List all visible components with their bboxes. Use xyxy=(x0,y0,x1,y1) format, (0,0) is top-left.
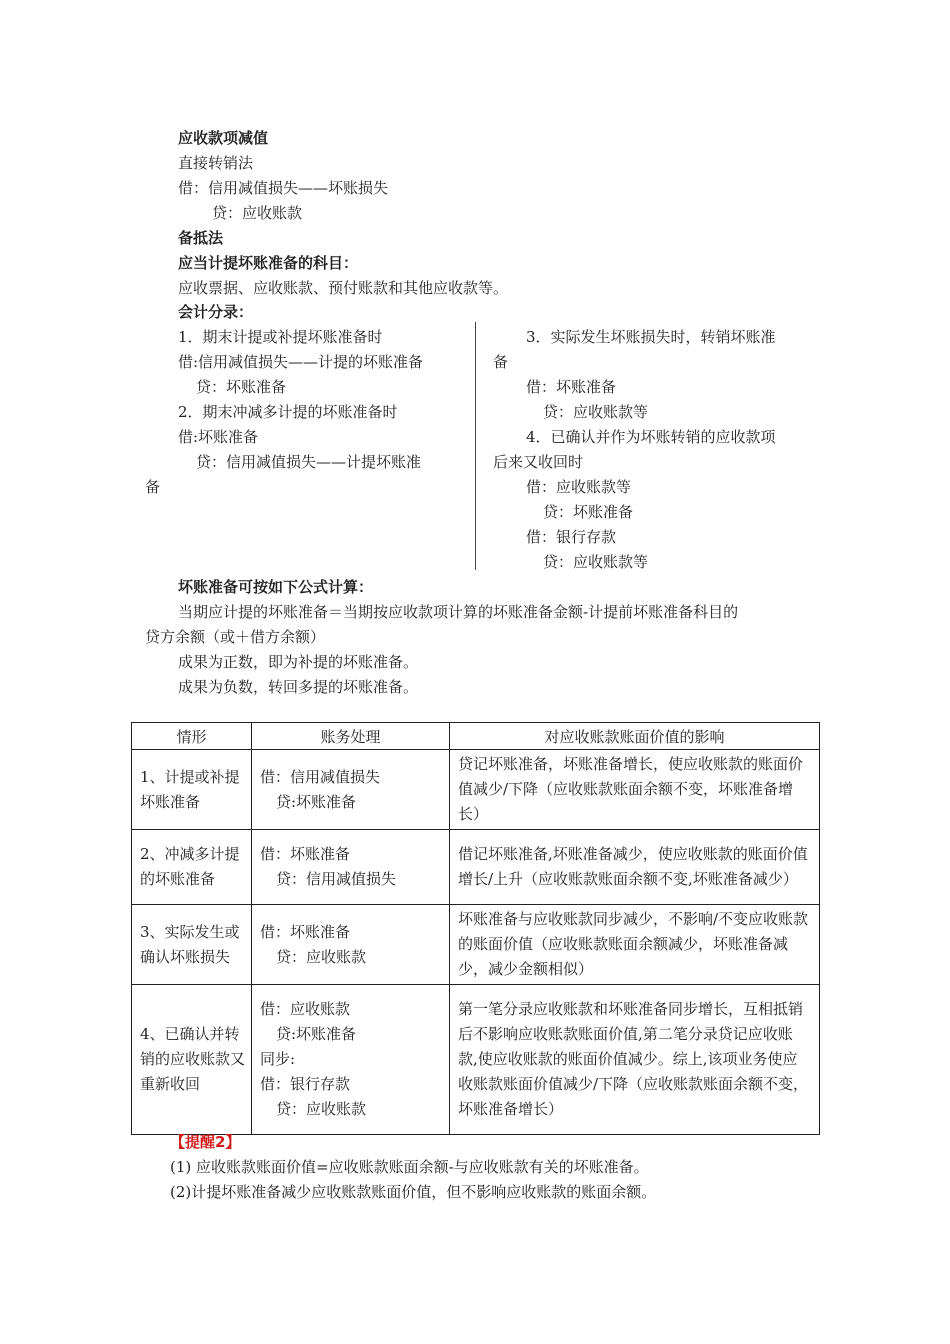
reminder-title: 【提醒2】 xyxy=(170,1133,241,1151)
right-entry-line: 后来又收回时 xyxy=(493,453,584,471)
impact-table xyxy=(131,722,820,1135)
formula-line: 成果为负数，转回多提的坏账准备。 xyxy=(178,678,419,696)
table-row xyxy=(132,750,820,830)
entry-line: 贷：信用减值损失 xyxy=(276,870,397,888)
entry-cell xyxy=(252,750,450,830)
entry-line: 借：应收账款 xyxy=(260,1000,351,1018)
right-entry-line: 贷：坏账准备 xyxy=(543,503,634,521)
effect-cell: 第一笔分录应收账款和坏账准备同步增长，互相抵销后不影响应收账款账面价值,第二笔分录贷记应收账款,使应收账款的账面价值减少。综上,该项业务使应收账款账面价值减少/下降（应收账款账面余额不变，坏账准备增长） xyxy=(450,985,820,1135)
left-entry-line: 2．期末冲减多计提的坏账准备时 xyxy=(178,403,398,421)
case-line: 坏账准备 xyxy=(140,792,201,811)
table-row xyxy=(132,830,820,905)
subjects-text: 应收票据、应收账款、预付账款和其他应收款等。 xyxy=(178,279,509,297)
case-cell xyxy=(132,830,252,905)
direct-credit-line: 贷：应收账款 xyxy=(212,204,303,222)
left-entry-line: 贷：坏账准备 xyxy=(196,378,287,396)
left-entry-line: 贷：信用减值损失——计提坏账准 xyxy=(196,453,422,471)
column-header: 情形 xyxy=(132,723,252,750)
entry-line: 贷:坏账准备 xyxy=(276,792,357,811)
right-entry-line: 4．已确认并作为坏账转销的应收款项 xyxy=(526,428,776,446)
right-entry-line: 借：银行存款 xyxy=(526,528,617,546)
entry-cell xyxy=(252,905,450,985)
effect-cell: 坏账准备与应收账款同步减少，不影响/不变应收账款的账面价值（应收账款账面余额减少，坏账准备减少，减少金额相似） xyxy=(450,905,820,985)
right-entry-line: 3．实际发生坏账损失时，转销坏账准 xyxy=(526,328,776,346)
case-line: 销的应收账款又 xyxy=(140,1050,246,1068)
entry-line: 贷：应收账款 xyxy=(276,1100,367,1118)
right-entry-line: 贷：应收账款等 xyxy=(543,553,649,571)
reminder-line: (2)计提坏账准备减少应收账款账面价值，但不影响应收账款的账面余额。 xyxy=(170,1183,657,1201)
subjects-heading: 应当计提坏账准备的科目： xyxy=(178,254,359,272)
reminder-line: (1) 应收账款账面价值=应收账款账面余额-与应收账款有关的坏账准备。 xyxy=(170,1158,649,1176)
entry-cell xyxy=(252,830,450,905)
left-entry-line: 借:坏账准备 xyxy=(178,428,259,446)
formula-heading: 坏账准备可按如下公式计算： xyxy=(178,578,374,596)
entry-line: 贷：应收账款 xyxy=(276,947,367,966)
entry-line: 借：信用减值损失 xyxy=(260,767,381,786)
case-line: 确认坏账损失 xyxy=(140,947,231,966)
case-cell xyxy=(132,750,252,830)
left-entry-line: 借:信用减值损失——计提的坏账准备 xyxy=(178,353,424,371)
formula-line: 当期应计提的坏账准备＝当期按应收款项计算的坏账准备金额-计提前坏账准备科目的 xyxy=(178,603,739,621)
formula-line: 成果为正数，即为补提的坏账准备。 xyxy=(178,653,419,671)
case-line: 的坏账准备 xyxy=(140,870,216,888)
method-allowance: 备抵法 xyxy=(178,229,224,247)
effect-cell: 贷记坏账准备，坏账准备增长，使应收账款的账面价值减少/下降（应收账款账面余额不变，坏账准备增长） xyxy=(450,750,820,830)
right-entry-line: 备 xyxy=(493,353,509,371)
effect-cell: 借记坏账准备,坏账准备减少，使应收账款的账面价值增长/上升（应收账款账面余额不变,坏账准备减少） xyxy=(450,830,820,905)
entry-line: 贷:坏账准备 xyxy=(276,1025,357,1043)
method-direct: 直接转销法 xyxy=(178,154,254,172)
table-row xyxy=(132,985,820,1135)
table-row xyxy=(132,905,820,985)
table-header-row xyxy=(132,723,820,750)
direct-debit-line: 借：信用减值损失——坏账损失 xyxy=(178,179,389,197)
case-cell xyxy=(132,985,252,1135)
column-header: 账务处理 xyxy=(252,723,450,750)
right-entry-line: 借：坏账准备 xyxy=(526,378,617,396)
section-heading: 应收款项减值 xyxy=(178,129,269,147)
case-line: 重新收回 xyxy=(140,1075,201,1093)
case-line: 1、计提或补提 xyxy=(140,767,240,786)
left-entry-line: 备 xyxy=(145,478,161,496)
entry-line: 借：坏账准备 xyxy=(260,845,351,863)
entries-heading: 会计分录： xyxy=(178,303,254,321)
case-line: 4、已确认并转 xyxy=(140,1025,240,1043)
formula-line: 贷方余额（或＋借方余额） xyxy=(145,628,326,646)
column-divider xyxy=(475,322,476,570)
entry-line: 借：坏账准备 xyxy=(260,922,351,941)
case-cell xyxy=(132,905,252,985)
case-line: 2、冲减多计提 xyxy=(140,845,240,863)
entry-cell xyxy=(252,985,450,1135)
left-entry-line: 1．期末计提或补提坏账准备时 xyxy=(178,328,383,346)
right-entry-line: 借：应收账款等 xyxy=(526,478,632,496)
right-entry-line: 贷：应收账款等 xyxy=(543,403,649,421)
entry-line: 同步: xyxy=(260,1050,296,1068)
column-header: 对应收账款账面价值的影响 xyxy=(450,723,820,750)
entry-line: 借：银行存款 xyxy=(260,1075,351,1093)
case-line: 3、实际发生或 xyxy=(140,922,240,941)
